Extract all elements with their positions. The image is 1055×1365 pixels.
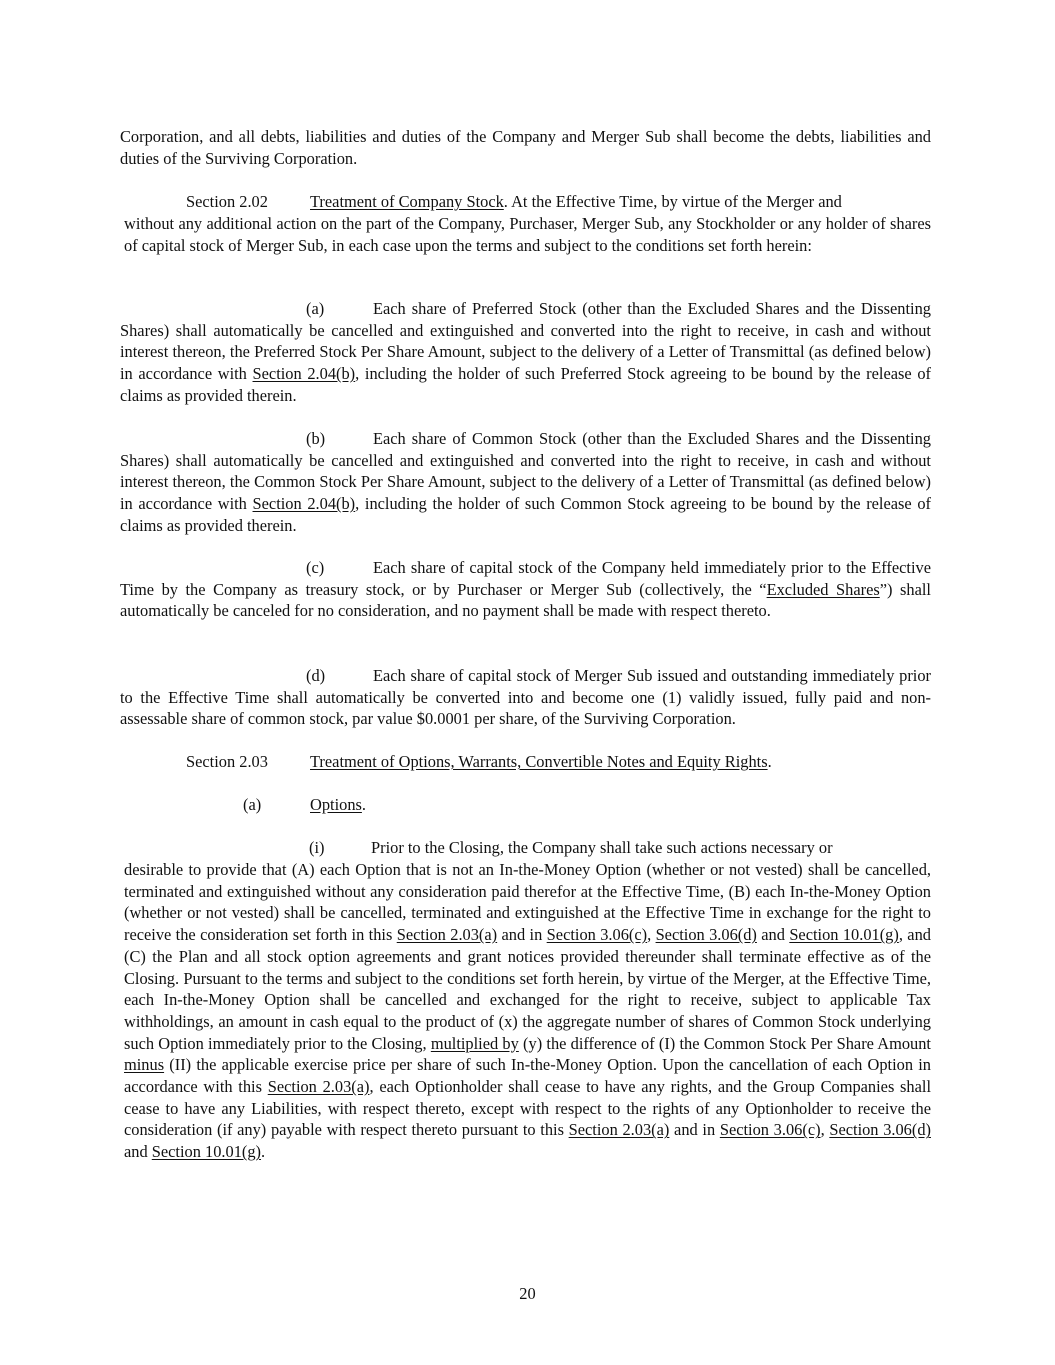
section-2-02-b: (b) Each share of Common Stock (other than the Excluded Shares and the Dissenting Shares) shall automatically be cancelled and extinguished and converted into the right to receive, in cash and without interest thereon, the Common Stock Per Share Amount, subject to the delivery of a Letter of Transmittal (as defined below) in accordance with Section 2.04(b), including the holder of such Common Stock agreeing to be bound by the release of claims as provided therein. <box>120 429 931 535</box>
clause-marker: (a) <box>306 299 325 318</box>
clause-marker: (a) <box>243 795 262 814</box>
section-2-02-a: (a) Each share of Preferred Stock (other than the Excluded Shares and the Dissenting Shares) shall automatically be cancelled and extinguished and converted into the right to receive, in cash and without interest thereon, the Preferred Stock Per Share Amount, subject to the delivery of a Letter of Transmittal (as defined below) in accordance with Section 2.04(b), including the holder of such Preferred Stock agreeing to be bound by the release of claims as provided therein. <box>120 299 931 405</box>
cross-reference: Section 10.01(g) <box>151 1142 262 1162</box>
clause-marker: (c) <box>306 558 325 577</box>
emphasis-term: multiplied by <box>430 1033 519 1053</box>
section-2-02-body: without any additional action on the part of the Company, Purchaser, Merger Sub, any Stockholder or any holder of shares of capital stock of Merger Sub, in each case upon the terms and subject to the conditions set forth herein: <box>124 214 931 255</box>
subsection-title: Options <box>310 795 362 814</box>
cross-reference: Section 2.03(a) <box>267 1077 370 1097</box>
intro-paragraph: Corporation, and all debts, liabilities and duties of the Company and Merger Sub shall become the debts, liabilities and duties of the Surviving Corporation. <box>120 127 931 168</box>
cross-reference: Section 2.03(a) <box>396 925 498 945</box>
page-number: 20 <box>519 1284 536 1303</box>
section-label: Section 2.02 <box>186 192 268 211</box>
cross-reference: Section 2.04(b) <box>252 364 356 384</box>
document-page: Corporation, and all debts, liabilities and duties of the Company and Merger Sub shall become the debts, liabilities and duties of the Surviving Corporation. Section 2.02 Treatment of Company Stock. At the Effective Time, by virtue of the Merger and without any additional action on the part of the Company, Purchaser, Merger Sub, any Stockholder or any holder of shares of capital stock of Merger Sub, in each case upon the terms and subject to the conditions set forth herein: (a) Each share of Preferred Stock (other than the Excluded Shares and the Dissenting Shares) shall automatically be cancelled and extinguished and converted into the right to receive, in cash and without interest thereon, the Preferred Stock Per Share Amount, subject to the delivery of a Letter of Transmittal (as defined below) in accordance with Section 2.04(b), including the holder of such Preferred Stock agreeing to be bound by the release of claims as provided therein. (b) Each share of Common Stock (other than the Excluded Shares and the Dissenting Shares) shall automatically be cancelled and extinguished and converted into the right to receive, in cash and without interest thereon, the Common Stock Per Share Amount, subject to the delivery of a Letter of Transmittal (as defined below) in accordance with Section 2.04(b), including the holder of such Common Stock agreeing to be bound by the release of claims as provided therein. (c) Each share of capital stock of the Company held immediately prior to the Effective Time by the Company as treasury stock, or by Purchaser or Merger Sub (collectively, the “Excluded Shares”) shall automatically be canceled for no consideration, and no payment shall be made with respect thereto. (d) Each share of capital stock of Merger Sub issued and outstanding immediately prior to the Effective Time shall automatically be converted into and become one (1) validly issued, fully paid and non-assessable share of common stock, par value $0.0001 per share, of the Surviving Corporation. Section 2.03 Treatment of Options, Warrants, Convertible Notes and Equity Rights. (a) Options. (i) Prior to the Closing, the Company shall take such actions necessary or desirable to provide that (A) each Option that is not an In-the-Money Option (whether or not vested) shall be cancelled, terminated and extinguished without any consideration paid therefor at the Effective Time, (B) each In-the-Money Option (whether or not vested) shall be cancelled, terminated and extinguished at the Effective Time in exchange for the right to receive the consideration set forth in this Section 2.03(a) and in Section 3.06(c), Section 3.06(d) and Section 10.01(g), and (C) the Plan and all stock option agreements and grant notices provided thereunder shall terminate effective as of the Closing. Pursuant to the terms and subject to the conditions set forth herein, by virtue of the Merger, at the Effective Time, each In-the-Money Option shall be cancelled and exchanged for the right to receive, subject to applicable Tax withholdings, an amount in cash equal to the product of (x) the aggregate number of shares of Common Stock underlying such Option immediately prior to the Closing, multiplied by (y) the difference of (I) the Common Stock Per Share Amount minus (II) the applicable exercise price per share of such In-the-Money Option. Upon the cancellation of each Option in accordance with this Section 2.03(a), each Optionholder shall cease to have any rights, and the Group Companies shall cease to have any Liabilities, with respect thereto, except with respect to the rights of any Optionholder to receive the consideration (if any) payable with respect thereto pursuant to this Section 2.03(a) and in Section 3.06(c), Section 3.06(d) and Section 10.01(g). 20 <box>0 0 1055 1365</box>
cross-reference: Section 3.06(d) <box>829 1120 931 1140</box>
section-2-03-a-i-body: desirable to provide that (A) each Option that is not an In-the-Money Option (whether or not vested) shall be cancelled, terminated and extinguished without any consideration paid therefor at the Effective Time, (B) each In-the-Money Option (whether or not vested) shall be cancelled, terminated and extinguished at the Effective Time in exchange for the right to receive the consideration set forth in this Section 2.03(a) and in Section 3.06(c), Section 3.06(d) and Section 10.01(g), and (C) the Plan and all stock option agreements and grant notices provided thereunder shall terminate effective as of the Closing. Pursuant to the terms and subject to the conditions set forth herein, by virtue of the Merger, at the Effective Time, each In-the-Money Option shall be cancelled and exchanged for the right to receive, subject to applicable Tax withholdings, an amount in cash equal to the product of (x) the aggregate number of shares of Common Stock underlying such Option immediately prior to the Closing, multiplied by (y) the difference of (I) the Common Stock Per Share Amount minus (II) the applicable exercise price per share of such In-the-Money Option. Upon the cancellation of each Option in accordance with this Section 2.03(a), each Optionholder shall cease to have any rights, and the Group Companies shall cease to have any Liabilities, with respect thereto, except with respect to the rights of any Optionholder to receive the consideration (if any) payable with respect thereto pursuant to this Section 2.03(a) and in Section 3.06(c), Section 3.06(d) and Section 10.01(g). <box>124 860 932 1162</box>
clause-marker: (d) <box>306 666 326 685</box>
cross-reference: Section 2.03(a) <box>568 1120 670 1140</box>
section-2-03-a-heading: (a) Options. <box>243 795 367 814</box>
section-title: Treatment of Company Stock <box>310 192 504 211</box>
cross-reference: Section 10.01(g) <box>789 925 899 945</box>
emphasis-term: minus <box>124 1055 165 1075</box>
section-2-02-d: (d) Each share of capital stock of Merger Sub issued and outstanding immediately prior to the Effective Time shall automatically be converted into and become one (1) validly issued, fully paid and non-assessable share of common stock, par value $0.0001 per share, of the Surviving Corporation. <box>120 666 931 729</box>
cross-reference: Section 2.04(b) <box>252 494 356 514</box>
section-title: Treatment of Options, Warrants, Convertible Notes and Equity Rights <box>310 752 768 771</box>
defined-term: Excluded Shares <box>766 579 880 599</box>
section-label: Section 2.03 <box>186 752 268 771</box>
cross-reference: Section 3.06(c) <box>546 925 648 945</box>
section-2-02-c: (c) Each share of capital stock of the Company held immediately prior to the Effective Time by the Company as treasury stock, or by Purchaser or Merger Sub (collectively, the “Excluded Shares”) shall automatically be canceled for no consideration, and no payment shall be made with respect thereto. <box>120 558 931 621</box>
cross-reference: Section 3.06(c) <box>719 1120 821 1140</box>
clause-marker: (b) <box>306 429 326 448</box>
clause-marker: (i) <box>309 838 325 857</box>
cross-reference: Section 3.06(d) <box>655 925 757 945</box>
